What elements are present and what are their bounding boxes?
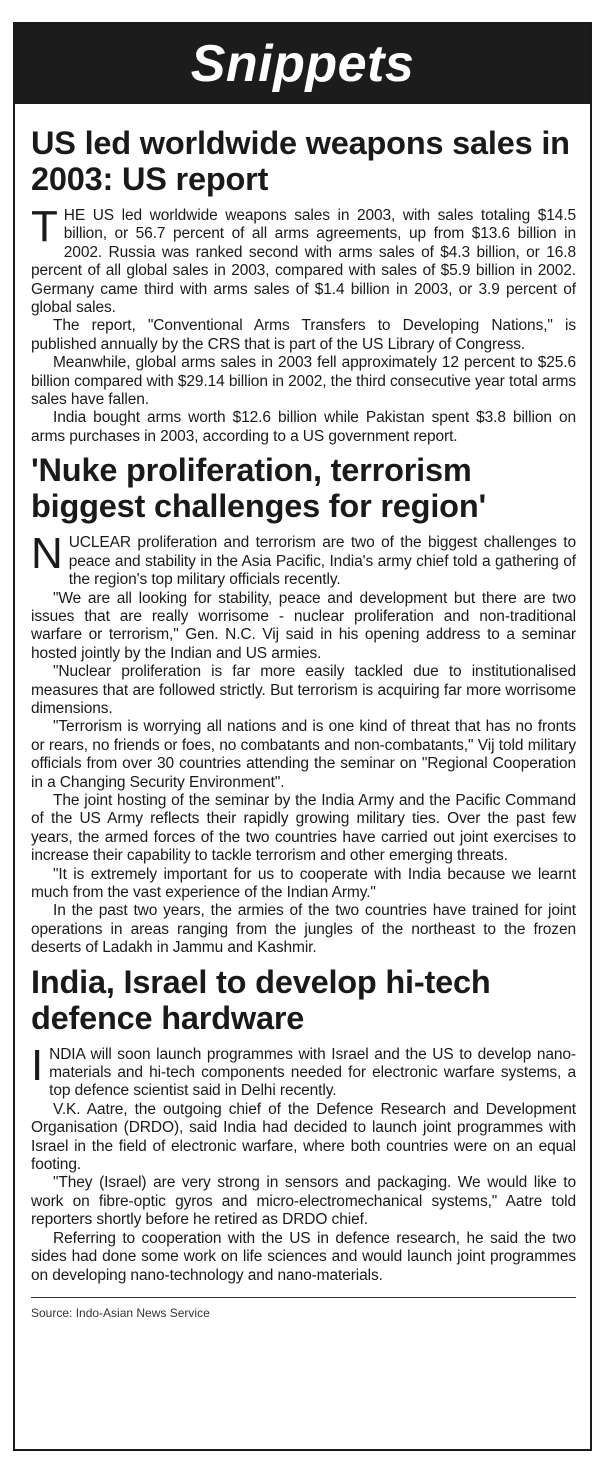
headline-weapons-sales: US led worldwide weapons sales in 2003: US report: [31, 125, 570, 197]
article-paragraph: Meanwhile, global arms sales in 2003 fell approximately 12 percent to $25.6 billion compared with $29.14 billion in 2002, the third consecutive year total arms sales have fallen.: [31, 354, 576, 409]
article-paragraph: In the past two years, the armies of the two countries have trained for joint operations in areas ranging from the jungles of the northeast to the frozen deserts of Ladakh in Jammu and Kashmir.: [31, 902, 576, 957]
article-paragraph: THE US led worldwide weapons sales in 2003, with sales totaling $14.5 billion, or 56.7 percent of all arms agreements, up from $13.6 billion in 2002. Russia was ranked second with arms sales of $4.3 billion, or 16.8 percent of all global sales in 2003, compared with sales of $5.9 billion in 2002. Germany came third with arms sales of $1.4 billion in 2003, or 3.9 percent of global sales.: [31, 202, 576, 317]
source-credit: Source: Indo-Asian News Service: [31, 1305, 210, 1320]
article-paragraph: The report, "Conventional Arms Transfers to Developing Nations," is published annually by the CRS that is part of the US Library of Congress.: [31, 317, 576, 353]
headline-nuke-proliferation: 'Nuke proliferation, terrorism biggest challenges for region': [31, 452, 486, 525]
article-paragraph: "It is extremely important for us to cooperate with India because we learnt much from the vast experience of the Indian Army.": [31, 865, 576, 901]
article-paragraph: INDIA will soon launch programmes with Israel and the US to develop nano-materials and hi-tech components needed for electronic warfare systems, a top defence scientist said in Delhi recently.: [31, 1040, 576, 1100]
article-paragraph: "Terrorism is worrying all nations and is one kind of threat that has no fronts or rears, no friends or foes, no combatants and non-combatants," Vij told military officials from over 30 countries attending the seminar on "Regional Cooperation in a Changing Security Environment".: [31, 718, 576, 791]
banner-title: Snippets: [15, 24, 590, 104]
source-divider: [31, 1297, 576, 1298]
article-paragraph: The joint hosting of the seminar by the India Army and the Pacific Command of the US Army reflects their rapidly growing military ties. Over the past few years, the armed forces of the two countries have carried out joint exercises to increase their capability to tackle terrorism and other emerging threats.: [31, 791, 576, 865]
headline-india-israel: India, Israel to develop hi-tech defence hardware: [31, 963, 491, 1036]
drop-cap: I: [31, 1040, 44, 1090]
article-paragraph: "They (Israel) are very strong in sensors and packaging. We would like to work on fibre-optic gyros and micro-electromechanical systems," Aatre told reporters shortly before he retired as DRDO chief.: [31, 1174, 576, 1229]
drop-cap: N: [31, 529, 63, 579]
article-weapons-sales: [31, 125, 576, 446]
drop-cap: T: [31, 202, 58, 251]
article-nuke-proliferation: [31, 452, 576, 957]
article-paragraph: NUCLEAR proliferation and terrorism are two of the biggest challenges to peace and stability in the Asia Pacific, India's army chief told a gathering of the region's top military officials recently.: [31, 529, 576, 589]
article-paragraph: Referring to cooperation with the US in defence research, he said the two sides had done some work on life sciences and would launch joint programmes on developing nano-technology and nano-materials.: [31, 1229, 576, 1284]
article-paragraph: India bought arms worth $12.6 billion while Pakistan spent $3.8 billion on arms purchases in 2003, according to a US government report.: [31, 409, 576, 445]
article-paragraph: "We are all looking for stability, peace and development but there are two issues that are really worrisome - nuclear proliferation and non-traditional warfare or terrorism," Gen. N.C. Vij said in his opening address to a seminar hosted jointly by the Indian and US armies.: [31, 589, 576, 662]
content-column: [31, 125, 576, 1320]
article-paragraph: V.K. Aatre, the outgoing chief of the Defence Research and Development Organisation (DRDO), said India had decided to launch joint programmes with Israel in the field of electronic warfare, where both countries were on an equal footing.: [31, 1100, 576, 1174]
article-india-israel: [31, 964, 576, 1285]
page-frame: [13, 22, 592, 1451]
article-paragraph: "Nuclear proliferation is far more easily tackled due to institutionalised measures that are followed strictly. But terrorism is acquiring far more worrisome dimensions.: [31, 663, 576, 717]
